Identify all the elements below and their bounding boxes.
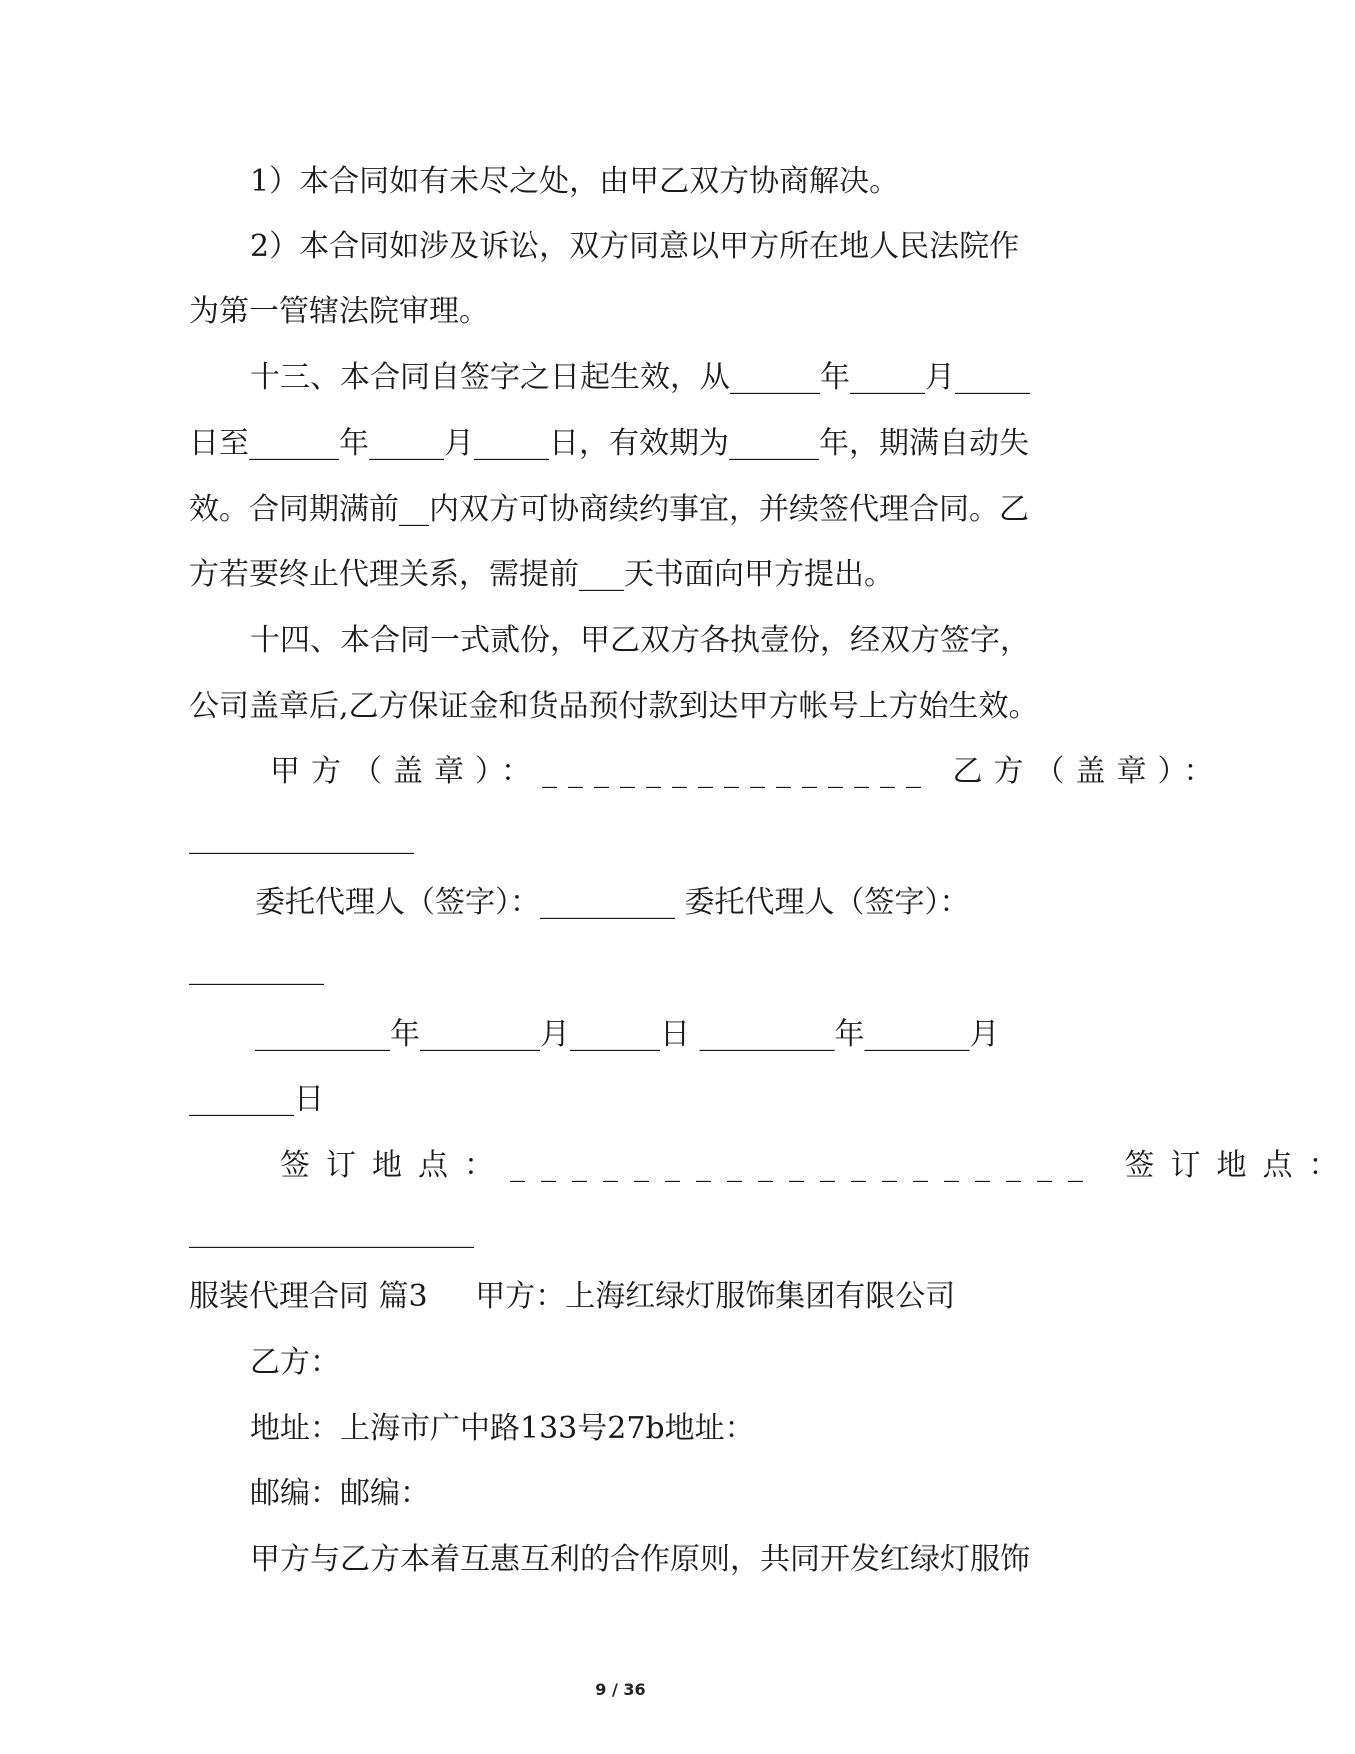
clause-13-termination: 方若要终止代理关系，需提前___天书面向甲方提出。 [189, 557, 894, 592]
page-number: 9 / 36 [595, 1680, 646, 1699]
agent-signature-line: 委托代理人（签字）：_________ 委托代理人（签字）： [255, 885, 970, 920]
clause-1-unresolved: 1）本合同如有未尽之处，由甲乙双方协商解决。 [250, 164, 900, 199]
party-seal-line: 甲方（盖章）：_______________ 乙方（盖章）： [270, 754, 1225, 789]
party-seal-blank: _______________ [189, 820, 414, 855]
address-line: 地址：上海市广中路133号27b地址： [250, 1411, 755, 1446]
clause-14-copies: 十四、本合同一式贰份，甲乙双方各执壹份，经双方签字， [250, 623, 1030, 658]
contract-3-heading: 服装代理合同 篇3 甲方：上海红绿灯服饰集团有限公司 [189, 1279, 956, 1314]
signing-date-day: _______日 [189, 1082, 324, 1117]
clause-14-effective: 公司盖章后,乙方保证金和货品预付款到达甲方帐号上方始生效。 [189, 689, 1039, 724]
preamble-line: 甲方与乙方本着互惠互利的合作原则，共同开发红绿灯服饰 [250, 1542, 1030, 1577]
postcode-line: 邮编：邮编： [250, 1476, 430, 1511]
clause-13-renewal: 效。合同期满前__内双方可协商续约事宜，并续签代理合同。乙 [189, 492, 1029, 527]
clause-13-effective: 十三、本合同自签字之日起生效，从______年_____月_____ [250, 360, 1030, 395]
signing-date-line: _________年________月______日 _________年_______月 [255, 1017, 1000, 1052]
clause-13-period: 日至______年_____月_____日，有效期为______年，期满自动失 [189, 426, 1029, 461]
clause-2-litigation-cont: 为第一管辖法院审理。 [189, 294, 489, 329]
signing-place-line: 签订地点：___________________ 签订地点： [280, 1148, 1355, 1183]
party-b-label: 乙方： [250, 1345, 340, 1380]
clause-2-litigation: 2）本合同如涉及诉讼，双方同意以甲方所在地人民法院作 [250, 229, 1020, 264]
agent-signature-blank: _________ [189, 951, 324, 986]
signing-place-blank: ___________________ [189, 1214, 474, 1249]
